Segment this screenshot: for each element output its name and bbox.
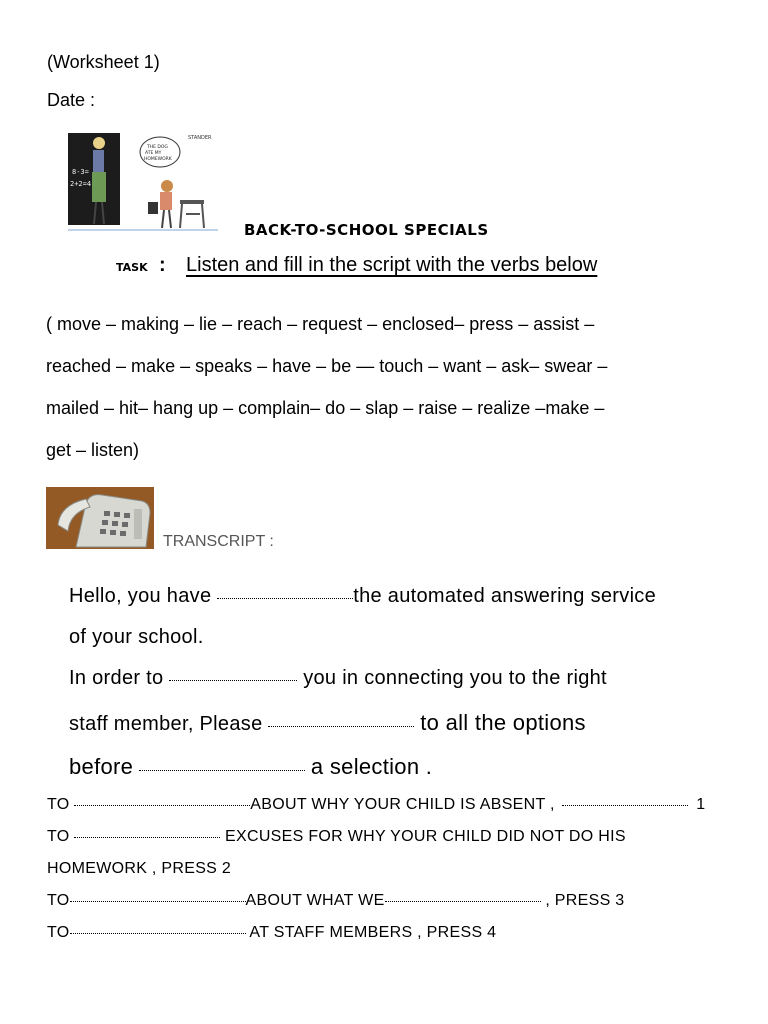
transcript-text: Hello, you have <box>69 585 212 607</box>
verb-list-line-4: get – listen) <box>46 440 140 460</box>
option-text: TO <box>47 892 70 909</box>
transcript-text: to all the options <box>420 710 586 735</box>
transcript-line-1 <box>69 585 656 608</box>
verb-list-line-1: ( move – making – lie – reach – request – enclosed– press – assist – <box>46 314 595 334</box>
transcript-text: the automated answering service <box>353 585 657 607</box>
transcript-line-2: of your school. <box>69 626 204 648</box>
blank-8 <box>70 900 246 902</box>
svg-text:THE DOG: THE DOG <box>147 145 168 150</box>
svg-text:HOMEWORK: HOMEWORK <box>144 157 172 162</box>
transcript-label: TRANSCRIPT : <box>163 533 274 550</box>
transcript-text: In order to <box>69 667 164 689</box>
blank-6 <box>562 804 688 806</box>
option-text: AT STAFF MEMBERS , PRESS 4 <box>249 924 497 941</box>
teacher-student-cartoon <box>68 130 218 235</box>
option-line-2 <box>47 828 626 846</box>
verb-list-line-2: reached – make – speaks – have – be — touch – want – ask– swear – <box>46 356 608 376</box>
option-text: , PRESS 3 <box>545 892 625 909</box>
option-line-2b: HOMEWORK , PRESS 2 <box>47 860 232 877</box>
svg-text:ATE MY: ATE MY <box>145 151 162 156</box>
task-label: TASK <box>116 261 148 274</box>
option-line-4 <box>47 924 496 942</box>
option-text: TO <box>47 924 70 941</box>
transcript-line-3 <box>69 667 607 690</box>
blank-9 <box>385 900 541 902</box>
date-label: Date : <box>47 90 96 110</box>
blank-3 <box>268 725 414 727</box>
blank-5 <box>74 804 250 806</box>
option-line-3 <box>47 892 625 910</box>
task-instruction: Listen and fill in the script with the verbs below <box>186 254 598 276</box>
worksheet-label: (Worksheet 1) <box>47 52 160 72</box>
option-text: TO <box>47 828 70 845</box>
telephone-image <box>46 487 154 549</box>
blank-7 <box>74 836 220 838</box>
page-title: BACK-TO-SCHOOL SPECIALS <box>244 221 489 239</box>
option-line-1 <box>47 796 705 814</box>
transcript-text: before <box>69 754 134 779</box>
transcript-line-5 <box>69 754 432 780</box>
option-text: TO <box>47 796 70 813</box>
blank-2 <box>169 679 297 681</box>
transcript-line-4 <box>69 710 586 736</box>
transcript-text: a selection . <box>310 754 433 779</box>
blank-1 <box>217 597 353 599</box>
option-text: 1 <box>696 796 706 813</box>
blank-10 <box>70 932 246 934</box>
board-line-1: 8-3= <box>72 168 89 176</box>
verb-list-line-3: mailed – hit– hang up – complain– do – slap – raise – realize –make – <box>46 398 605 418</box>
task-colon: : <box>159 254 166 276</box>
option-text: ABOUT WHAT WE <box>245 892 385 909</box>
option-text: ABOUT WHY YOUR CHILD IS ABSENT , <box>250 796 555 813</box>
board-line-2: 2+2=4 <box>70 180 92 188</box>
cartoon-artist: STANDER <box>188 135 212 141</box>
blank-4 <box>139 769 305 771</box>
transcript-text: staff member, Please <box>69 713 263 735</box>
option-text: EXCUSES FOR WHY YOUR CHILD DID NOT DO HIS <box>225 828 626 845</box>
transcript-text: you in connecting you to the right <box>303 667 607 689</box>
